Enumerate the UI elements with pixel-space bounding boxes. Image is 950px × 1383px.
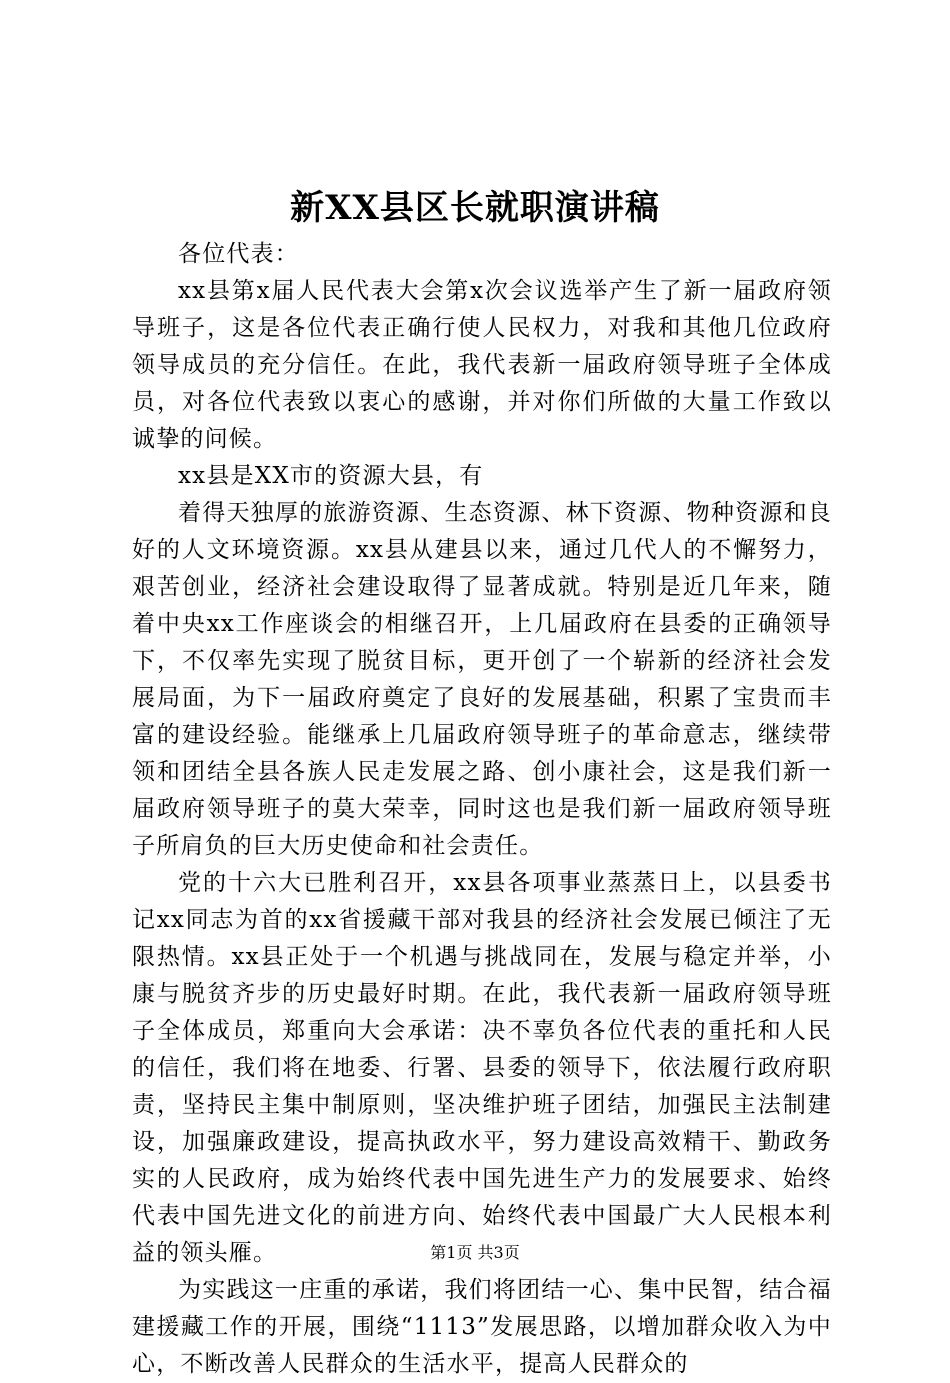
body-paragraph: xx县是XX市的资源大县，有: [178, 463, 484, 489]
body-paragraph: xx县第x届人民代表大会第x次会议选举产生了新一届政府领导班子，这是各位代表正确行使人民权力，对我和其他几位政府领导成员的充分信任。在此，我代表新一届政府领导班子全体成员，对各位代表致以衷心的感谢，并对你们所做的大量工作致以诚挚的问候。: [132, 278, 832, 452]
body-paragraph: 着得天独厚的旅游资源、生态资源、林下资源、物种资源和良好的人文环境资源。xx县从建县以来，通过几代人的不懈努力，艰苦创业，经济社会建设取得了显著成就。特别是近几年来，随着中央xx工作座谈会的相继召开，上几届政府在县委的正确领导下，不仅率先实现了脱贫目标，更开创了一个崭新的经济社会发展局面，为下一届政府奠定了良好的发展基础，积累了宝贵而丰富的建设经验。能继承上几届政府领导班子的革命意志，继续带领和团结全县各族人民走发展之路、创小康社会，这是我们新一届政府领导班子的莫大荣幸，同时这也是我们新一届政府领导班子所肩负的巨大历史使命和社会责任。: [132, 500, 832, 859]
page-number-footer: 第1页 共3页: [430, 1243, 520, 1262]
body-paragraph: 党的十六大已胜利召开，xx县各项事业蒸蒸日上，以县委书记xx同志为首的xx省援藏干部对我县的经济社会发展已倾注了无限热情。xx县正处于一个机遇与挑战同在，发展与稳定并举，小康与脱贫齐步的历史最好时期。在此，我代表新一届政府领导班子全体成员，郑重向大会承诺：决不辜负各位代表的重托和人民的信任，我们将在地委、行署、县委的领导下，依法履行政府职责，坚持民主集中制原则，坚决维护班子团结，加强民主法制建设，加强廉政建设，提高执政水平，努力建设高效精干、勤政务实的人民政府，成为始终代表中国先进生产力的发展要求、始终代表中国先进文化的前进方向、始终代表中国最广大人民根本利益的领头雁。: [132, 870, 832, 1266]
document-title: 新XX县区长就职演讲稿: [290, 188, 660, 228]
salutation-paragraph: 各位代表：: [178, 241, 299, 267]
document-body: [132, 236, 832, 1383]
body-paragraph: 为实践这一庄重的承诺，我们将团结一心、集中民智，结合福建援藏工作的开展，围绕“1113”发展思路，以增加群众收入为中心，不断改善人民群众的生活水平，提高人民群众的: [132, 1277, 832, 1377]
